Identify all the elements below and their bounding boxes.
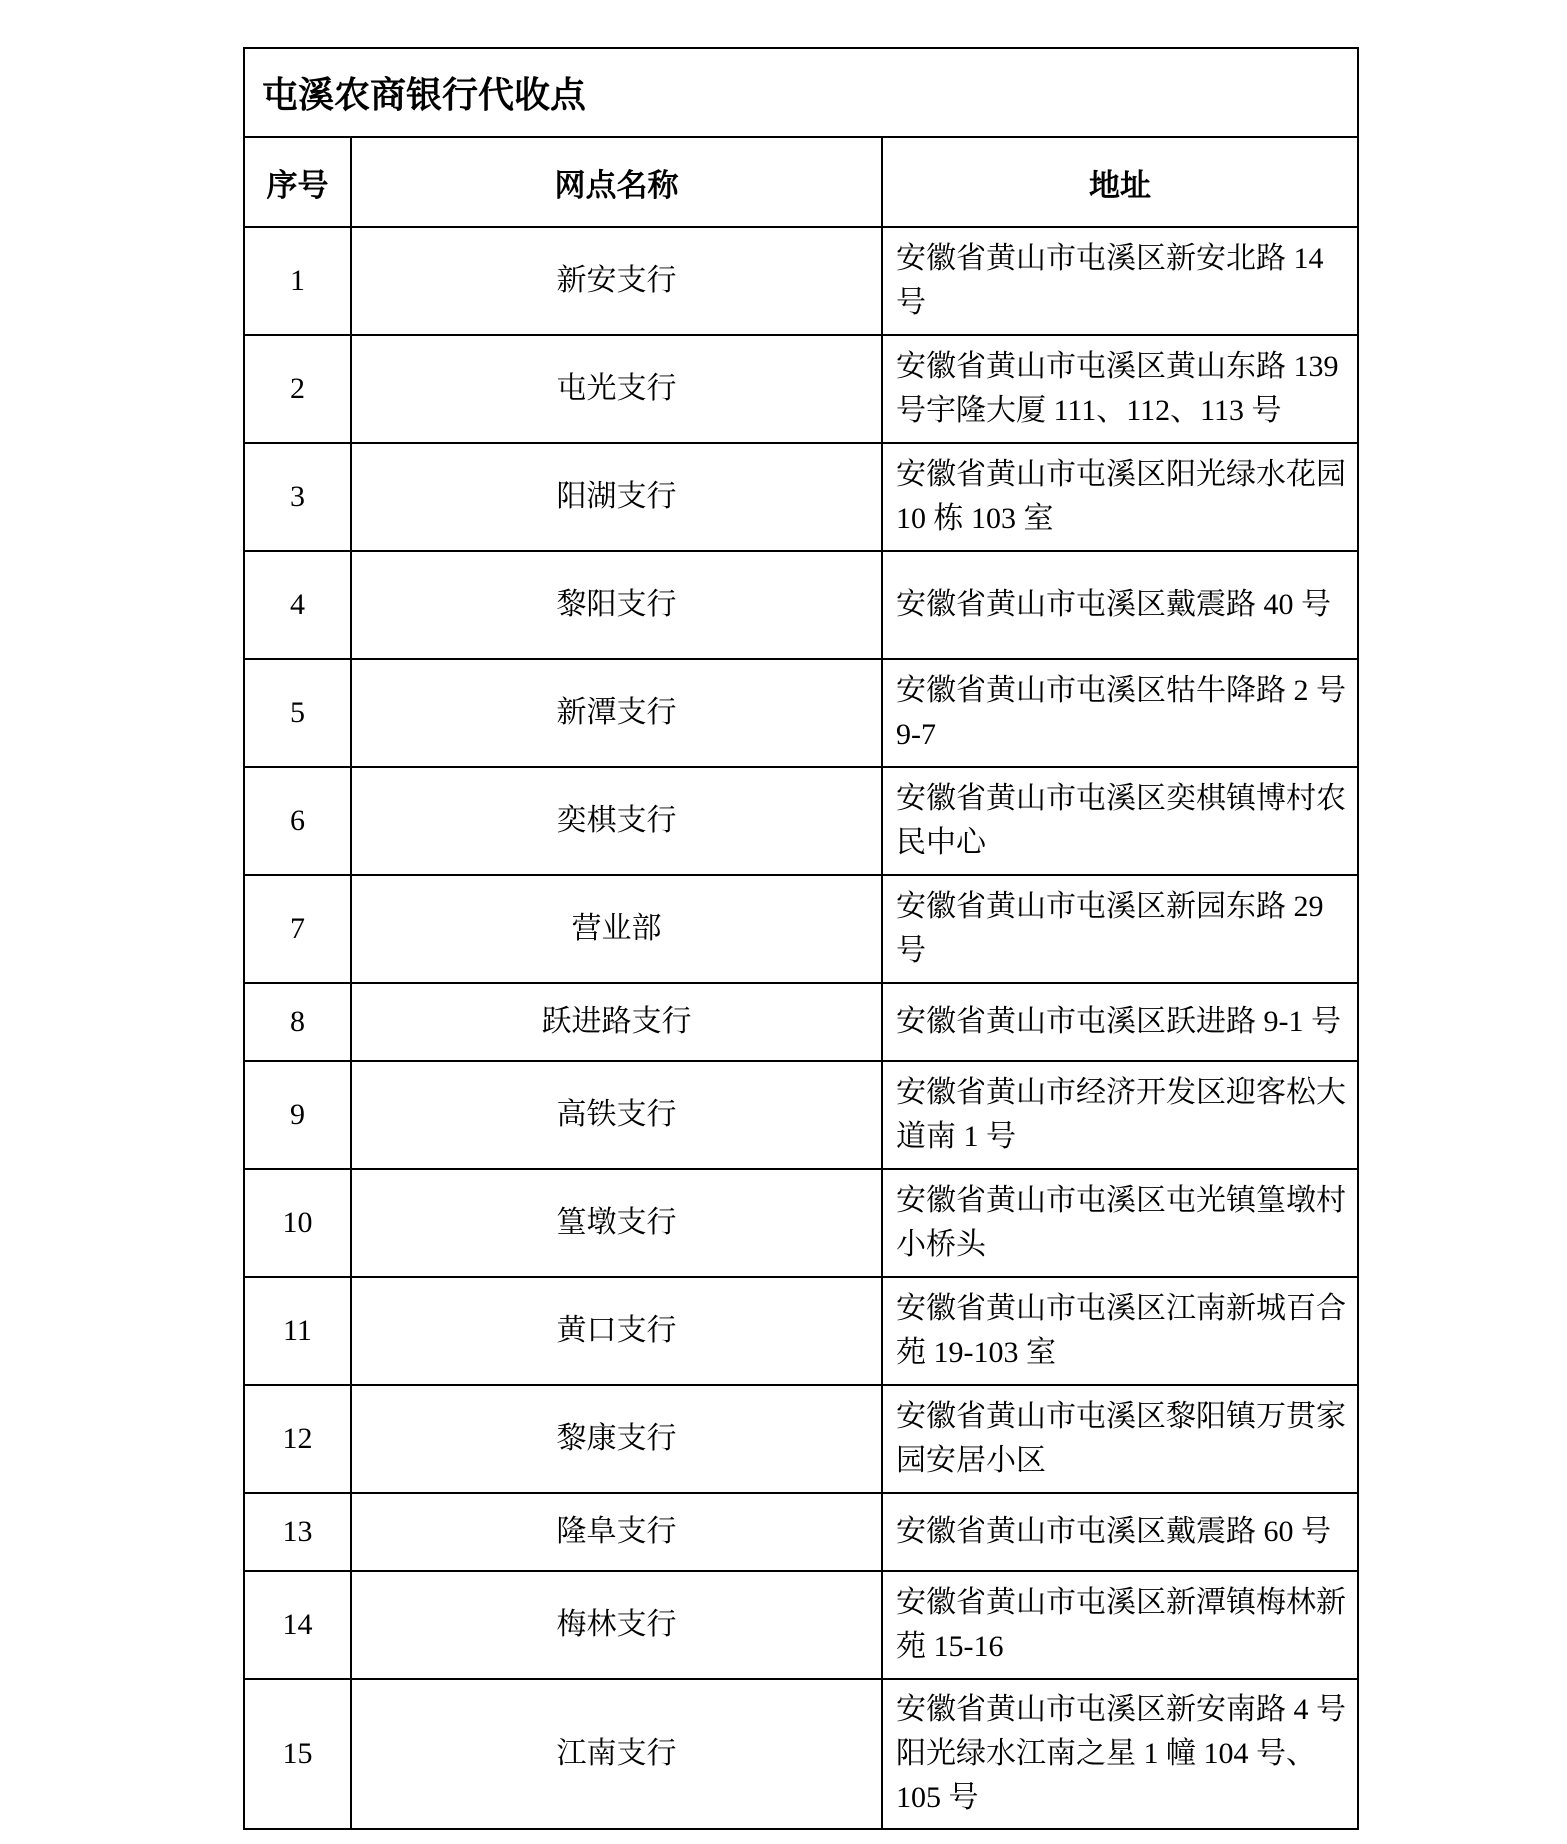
row-address: 安徽省黄山市屯溪区屯光镇篁墩村小桥头: [882, 1169, 1358, 1277]
row-serial-number: 8: [244, 983, 351, 1061]
table-row: [244, 1169, 1358, 1277]
table-row: [244, 1385, 1358, 1493]
table-header-row: [244, 137, 1358, 227]
row-address: 安徽省黄山市屯溪区戴震路 40 号: [882, 551, 1358, 659]
table-row: [244, 227, 1358, 335]
row-address: 安徽省黄山市经济开发区迎客松大道南 1 号: [882, 1061, 1358, 1169]
row-branch-name: 黎康支行: [351, 1385, 882, 1493]
row-address: 安徽省黄山市屯溪区黄山东路 139 号宇隆大厦 111、112、113 号: [882, 335, 1358, 443]
row-branch-name: 篁墩支行: [351, 1169, 882, 1277]
row-serial-number: 1: [244, 227, 351, 335]
table-row: [244, 659, 1358, 767]
row-address: 安徽省黄山市屯溪区江南新城百合苑 19-103 室: [882, 1277, 1358, 1385]
row-serial-number: 13: [244, 1493, 351, 1571]
row-address: 安徽省黄山市屯溪区新潭镇梅林新苑 15-16: [882, 1571, 1358, 1679]
table-row: [244, 1493, 1358, 1571]
row-address: 安徽省黄山市屯溪区跃进路 9-1 号: [882, 983, 1358, 1061]
row-serial-number: 12: [244, 1385, 351, 1493]
row-serial-number: 11: [244, 1277, 351, 1385]
row-branch-name: 屯光支行: [351, 335, 882, 443]
row-serial-number: 14: [244, 1571, 351, 1679]
header-serial-number: 序号: [244, 137, 351, 227]
row-address: 安徽省黄山市屯溪区新园东路 29 号: [882, 875, 1358, 983]
row-serial-number: 2: [244, 335, 351, 443]
table-title-row: [244, 48, 1358, 137]
row-serial-number: 3: [244, 443, 351, 551]
row-serial-number: 9: [244, 1061, 351, 1169]
row-serial-number: 6: [244, 767, 351, 875]
row-address: 安徽省黄山市屯溪区牯牛降路 2 号 9-7: [882, 659, 1358, 767]
row-branch-name: 新潭支行: [351, 659, 882, 767]
collection-points-table: [243, 47, 1359, 1830]
row-address: 安徽省黄山市屯溪区新安南路 4 号阳光绿水江南之星 1 幢 104 号、105 号: [882, 1679, 1358, 1829]
row-branch-name: 江南支行: [351, 1679, 882, 1829]
table-row: [244, 1679, 1358, 1829]
row-serial-number: 10: [244, 1169, 351, 1277]
row-address: 安徽省黄山市屯溪区黎阳镇万贯家园安居小区: [882, 1385, 1358, 1493]
header-branch-name: 网点名称: [351, 137, 882, 227]
row-branch-name: 黎阳支行: [351, 551, 882, 659]
table-row: [244, 551, 1358, 659]
row-branch-name: 营业部: [351, 875, 882, 983]
row-branch-name: 新安支行: [351, 227, 882, 335]
table-body: [244, 227, 1358, 1829]
table-row: [244, 875, 1358, 983]
row-branch-name: 阳湖支行: [351, 443, 882, 551]
row-address: 安徽省黄山市屯溪区戴震路 60 号: [882, 1493, 1358, 1571]
table-row: [244, 983, 1358, 1061]
table-row: [244, 767, 1358, 875]
table-row: [244, 1277, 1358, 1385]
row-address: 安徽省黄山市屯溪区新安北路 14 号: [882, 227, 1358, 335]
row-branch-name: 奕棋支行: [351, 767, 882, 875]
table-row: [244, 1571, 1358, 1679]
table-title: 屯溪农商银行代收点: [244, 48, 1358, 137]
row-address: 安徽省黄山市屯溪区奕棋镇博村农民中心: [882, 767, 1358, 875]
header-address: 地址: [882, 137, 1358, 227]
row-serial-number: 15: [244, 1679, 351, 1829]
row-branch-name: 高铁支行: [351, 1061, 882, 1169]
row-address: 安徽省黄山市屯溪区阳光绿水花园 10 栋 103 室: [882, 443, 1358, 551]
table-row: [244, 443, 1358, 551]
row-serial-number: 4: [244, 551, 351, 659]
row-branch-name: 隆阜支行: [351, 1493, 882, 1571]
row-branch-name: 梅林支行: [351, 1571, 882, 1679]
row-branch-name: 黄口支行: [351, 1277, 882, 1385]
row-branch-name: 跃进路支行: [351, 983, 882, 1061]
table-row: [244, 335, 1358, 443]
row-serial-number: 7: [244, 875, 351, 983]
row-serial-number: 5: [244, 659, 351, 767]
table-row: [244, 1061, 1358, 1169]
